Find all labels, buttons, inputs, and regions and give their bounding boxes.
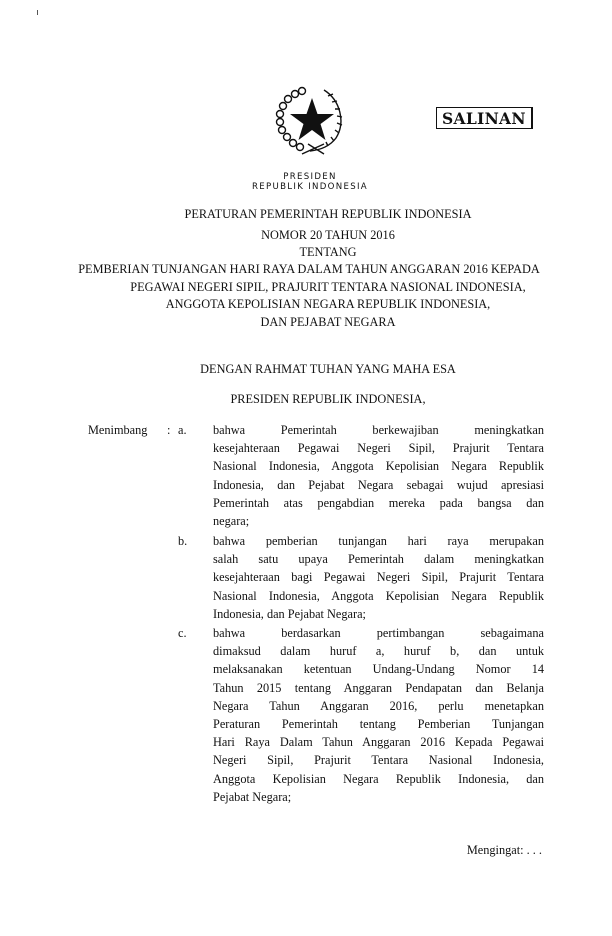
item-line: Pejabat Negara; [213,789,292,804]
scan-mark [37,10,38,15]
item-line: bahwa berdasarkan pertimbangan sebagaimana [213,626,544,640]
considering-colon: : [167,423,171,437]
item-letter: c. [178,626,187,640]
grace-phrase: DENGAN RAHMAT TUHAN YANG MAHA ESA [200,362,456,376]
item-line: Indonesia, dan Pejabat Negara sebagai wujud apresiasi [213,477,544,492]
item-line: Pemerintah atas pengabdian mereka pada bangsa dan [213,495,544,510]
item-line: bahwa pemberian tunjangan hari raya merupakan [213,534,544,548]
item-line: salah satu upaya Pemerintah dalam meningkatkan [213,552,544,567]
item-line: Peraturan Pemerintah tentang Pemberian Tunjangan [213,716,544,731]
item-line: kesejahteraan Pegawai Negeri Sipil, Prajurit Tentara [213,441,544,456]
regulation-subject-line: PEMBERIAN TUNJANGAN HARI RAYA DALAM TAHUN ANGGARAN 2016 KEPADA [78,262,540,276]
item-line: Indonesia, dan Pejabat Negara; [213,606,366,621]
item-line: Nasional Indonesia, Anggota Kepolisian Negara Republik [213,459,544,474]
item-line: Negeri Sipil, Prajurit Tentara Nasional Indonesia, [213,753,544,768]
office-line2: REPUBLIK INDONESIA [252,182,368,192]
item-line: Hari Raya Dalam Tahun Anggaran 2016 Kepada Pegawai [213,735,544,750]
continuation-marker: Mengingat: . . . [466,843,542,857]
item-line: bahwa Pemerintah berkewajiban meningkatkan [213,423,544,437]
item-line: negara; [213,513,250,528]
garuda-star-emblem-icon [272,86,352,156]
item-line: melaksanakan ketentuan Undang-Undang Nomor 14 [213,662,544,677]
salinan-stamp: SALINAN [436,107,533,129]
item-line: Nasional Indonesia, Anggota Kepolisian Negara Republik [213,588,544,603]
item-letter: b. [178,534,188,548]
regulation-subject-line: PEGAWAI NEGERI SIPIL, PRAJURIT TENTARA NASIONAL INDONESIA, [130,280,526,294]
president-heading: PRESIDEN REPUBLIK INDONESIA, [230,392,426,406]
regulation-about: TENTANG [299,245,357,259]
regulation-title: PERATURAN PEMERINTAH REPUBLIK INDONESIA [184,207,472,221]
item-line: Anggota Kepolisian Negara Republik Indonesia, dan [213,771,544,786]
item-line: dimaksud dalam huruf a, huruf b, dan untuk [213,644,544,659]
regulation-number: NOMOR 20 TAHUN 2016 [261,228,395,242]
item-line: Tahun 2015 tentang Anggaran Pendapatan dan Belanja [213,680,544,695]
regulation-subject-line: ANGGOTA KEPOLISIAN NEGARA REPUBLIK INDONESIA, [165,297,491,311]
item-line: Negara Tahun Anggaran 2016, perlu menetapkan [213,698,544,713]
item-letter: a. [178,423,187,437]
considering-label: Menimbang [88,423,148,437]
item-line: kesejahteraan bagi Pegawai Negeri Sipil, Prajurit Tentara [213,570,544,585]
regulation-subject-line: DAN PEJABAT NEGARA [260,315,396,329]
office-line1: PRESIDEN [283,172,337,182]
